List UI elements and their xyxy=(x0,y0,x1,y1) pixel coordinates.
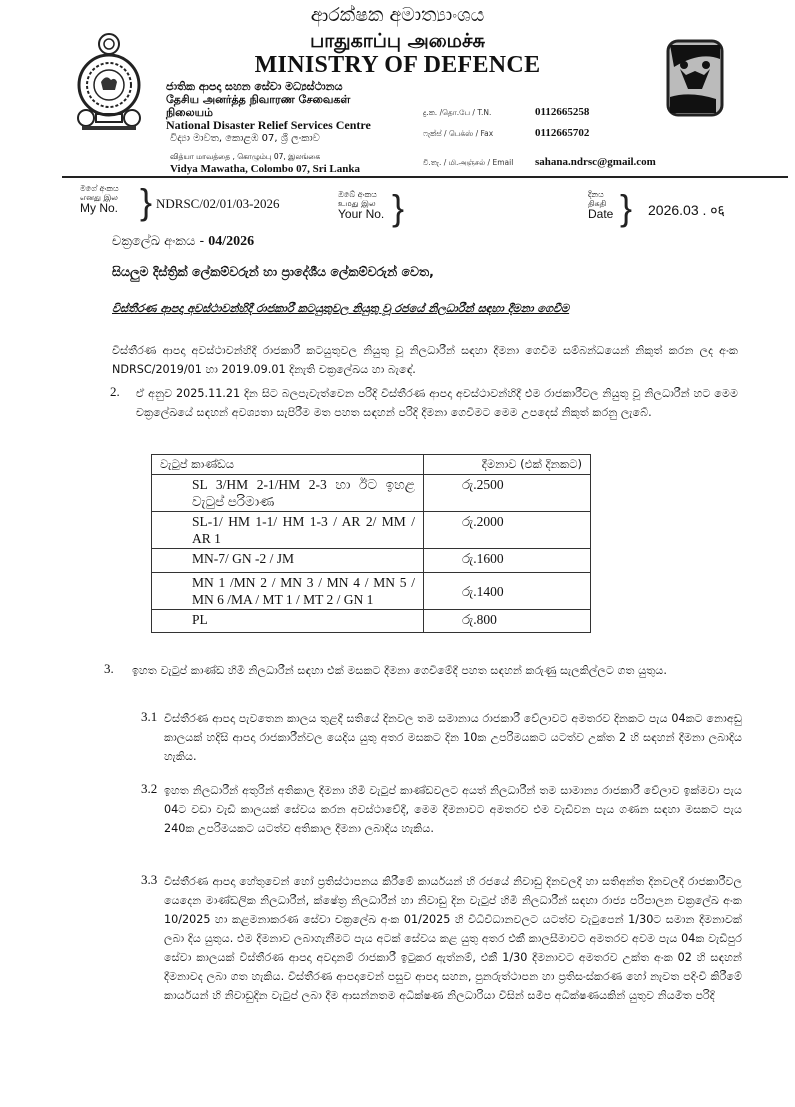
your-no-label-english: Your No. xyxy=(338,207,385,221)
organisation-block xyxy=(166,80,371,176)
paragraph-3-3: විස්තීරණ ආපදා හේතුවෙන් හෝ ප්‍රතිස්ථාපනය කිරීමේ කාර්යයන් හි රජයේ නිවාඩු දිනවලදී හා සතිඅන්ත දිනවලදී රාජකාරීවල යෙදෙන මාණ්ඩලික නිලධාරීන්, ක්ෂේත්‍ර නිලධාරීන් හා නිවාඩු දින වැටුප් හිමි නිලධාරීන් සඳහා රාජ්‍ය පරිපාලන චක්‍රලේඛ අංක 10/2025 හා කළමනාකරණ සේවා චක්‍රලේඛ අංක 01/2025 හි විධිවිධානවලට යටත්ව වැටුපෙන් 1/30ට සමාන දීමනාවක් ලබා දිය යුතුය. එම දීමනාව ලබාගැනීමට පැය අටක් සේවය කළ යුතු අතර එකී කාලසීමාවට අමතරව අවම පැය 04ක වැඩිපුර සේවා කාලයක් විස්තීරණ ආපදා අවදානම් රාජකාරී ඉටුකර ඇත්නම්, එකී 1/30 දීමනාවට අමතරව උක්ත අංක 02 හි සඳහන් දීමනාවද ලබා ගත හැකිය. විස්තීරණ ආපදාවෙන් පසුව ආපදා සහන, පුනරුත්ථාපන හා ප්‍රතිසංස්කරණ හෝ නැවත පදිංචි කිරීමේ කාර්යයන් හි නිවාඩුදින වැටුප් ලබා දීම ආසන්නතම අධීක්ෂණ නිලධාරියා විසින් සමීප අධීක්ෂණයකින් යුතුව නියමිත පරිදි xyxy=(164,875,742,1002)
paragraph-2: ඒ අනුව 2025.11.21 දින සිට බලපැවැත්වෙන පරිදි විස්තීරණ ආපදා අවස්ථාවන්හිදී එම රාජකාරීවල නියුතු වූ නිලධාරීන් හට මෙම චක්‍රලේඛයේ සඳහන් අවශ්‍යතා සැපිරීම මත පහත සඳහන් පරිදි දීමනා ගෙවීමට මෙම උපදෙස් නිකුත් කරනු ලැබේ. xyxy=(136,387,738,419)
phone-label: දු.ක. /தொ.பே / T.N. xyxy=(423,108,492,117)
date-label-tamil: திகதி xyxy=(588,199,607,208)
grade-cell: SL 3/HM 2-1/HM 2-3 හා ඊට ඉහළ වැටුප් පරිමාණ xyxy=(152,475,424,512)
my-no-value: NDRSC/02/01/03-2026 xyxy=(156,196,280,211)
your-no-label xyxy=(338,190,384,221)
paragraph-2-number: 2. xyxy=(110,384,120,399)
subject-line: විස්තීරණ ආපදා අවස්ථාවන්හිදී රාජකාරී කටයුතුවල නියුතු වූ රජයේ නිලධාරීන් සඳහා දීමනා ගෙවීම xyxy=(112,302,570,315)
centre-name-tamil-line1: தேசிய அனர்த்த நிவாரண சேவைகள் xyxy=(166,93,351,106)
date-label-sinhala: දිනය xyxy=(588,190,604,199)
grade-cell: PL xyxy=(152,610,424,633)
centre-name-tamil-line2: நிலையம் xyxy=(166,106,213,119)
table-row xyxy=(152,475,591,512)
my-no-brace: } xyxy=(140,181,153,222)
grade-cell: SL-1/ HM 1-1/ HM 1-3 / AR 2/ MM / AR 1 xyxy=(152,512,424,549)
header-allowance: දීමනාව (එක් දිනකට) xyxy=(424,455,591,475)
your-no-brace: } xyxy=(392,187,405,228)
header-salary-grade: වැටුප් කාණ්ඩය xyxy=(152,455,424,475)
rate-cell: රු.1400 xyxy=(424,573,591,610)
rate-cell: රු.2000 xyxy=(424,512,591,549)
rate-cell: රු.800 xyxy=(424,610,591,633)
ministry-name-sinhala: ආරක්ෂක අමාත්‍යාංශය xyxy=(310,4,485,26)
grade-cell: MN 1 /MN 2 / MN 3 / MN 4 / MN 5 / MN 6 /MA / MT 1 / MT 2 / GN 1 xyxy=(152,573,424,610)
fax-value: 0112665702 xyxy=(535,127,590,139)
centre-name-english: National Disaster Relief Services Centre xyxy=(166,118,371,132)
addressee: සියලුම දිස්ත්‍රික් ලේකම්වරුන් හා ප්‍රාදේශීය ලේකම්වරුන් වෙත, xyxy=(112,264,434,279)
contact-phone xyxy=(423,102,589,120)
paragraph-3: ඉහත වැටුප් කාණ්ඩ හිමි නිලධාරීන් සඳහා එක් මසකට දීමනා ගෙවීමේදී පහත සඳහන් කරුණු සැලකිල්ලට ගත යුතුය. xyxy=(132,664,667,677)
paragraph-3-1: විස්තීරණ ආපදා පැවතෙන කාලය තුළදී සතියේ දිනවල තම සමානාය රාජකාරී වේලාවට අමතරව දිනකට පැය 04කට නොඅඩු කාලයක් හදිසි ආපදා රාජකාරීන්වල යෙදිය යුතු අතර මසකට දින 10ක උපරිමයකට යටත්ව උක්ත 2 හි සඳහන් දීමනා ලබාදිය හැකිය. xyxy=(164,712,742,763)
my-no-label-english: My No. xyxy=(80,201,119,215)
rate-cell: රු.2500 xyxy=(424,475,591,512)
allowance-rates-table xyxy=(151,454,591,633)
circular-number-value: 04/2026 xyxy=(208,234,255,249)
your-no-label-sinhala: ඔබේ අංකය xyxy=(338,190,377,199)
circular-number xyxy=(112,234,254,250)
centre-name-sinhala: ජාතික ආපදා සහන සේවා මධ්‍යස්ථානය xyxy=(166,80,343,93)
paragraph-3-3-number: 3.3 xyxy=(141,872,158,887)
table-row xyxy=(152,512,591,549)
email-label: වි.තැ. / மி.அஞ்சல் / Email xyxy=(423,158,514,167)
intro-paragraph: විස්තීරණ ආපදා අවස්ථාවන්හිදී රාජකාරී කටයුතුවල නියුතු වූ නිලධාරීන් සඳහා දීමනා ගෙවීම සම්බන්ධයෙන් නිකුත් කරන ලද අංක NDRSC/2019/01 හා 2019.09.01 දිනැති චක්‍රලේඛය හා බැඳේ. xyxy=(112,344,738,376)
header-divider xyxy=(62,176,788,178)
date-label-english: Date xyxy=(588,207,614,221)
address-english: Vidya Mawatha, Colombo 07, Sri Lanka xyxy=(170,163,360,175)
address-tamil: வித்யா மாவத்தை , கொழும்பு 07, இலங்கை xyxy=(170,152,321,161)
paragraph-3-2-number: 3.2 xyxy=(141,781,158,796)
paragraph-3-1-number: 3.1 xyxy=(141,709,158,724)
contact-email xyxy=(423,152,656,170)
paragraph-3-number: 3. xyxy=(104,661,114,676)
fax-label: ෆැක්ස් / பெக்ஸ் / Fax xyxy=(423,129,494,138)
date-label xyxy=(588,190,613,221)
table-header-row xyxy=(152,455,591,475)
rate-cell: රු.1600 xyxy=(424,549,591,573)
address-sinhala: විද්‍යා මාවත, කොළඹ 07, ශ්‍රී ලංකාව xyxy=(170,133,320,144)
my-no-label-sinhala: මගේ අංකය xyxy=(80,184,119,193)
table-row xyxy=(152,573,591,610)
date-brace: } xyxy=(620,187,633,228)
my-no-label-tamil: எனது இல xyxy=(80,193,118,202)
contact-fax xyxy=(423,123,589,141)
ministry-name-tamil: பாதுகாப்பு அமைச்சு xyxy=(310,30,485,52)
date-value: 2026.03 . ०६ xyxy=(648,202,725,218)
your-no-label-tamil: உமது இல xyxy=(338,199,376,208)
table-row xyxy=(152,549,591,573)
ministry-name-english: MINISTRY OF DEFENCE xyxy=(254,52,541,78)
grade-cell: MN-7/ GN -2 / JM xyxy=(152,549,424,573)
circular-number-label: චක්‍රලේඛ අංකය - xyxy=(112,234,209,249)
paragraph-3-2: ඉහත නිලධාරීන් අතුරින් අතිකාල දීමනා හිමි වැටුප් කාණ්ඩවලට අයත් නිලධාරීන් තම සාමාන්‍ය රාජකාරී වේලාව ඉක්මවා පැය 04ට වඩා වැඩි කාලයක් සේවය කරන අවස්ථාවේදී, මෙම දීමනාවට අමතරව එම වැඩිවන පැය ගණන සඳහා මසකට පැය 240ක උපරිමයකට යටත්ව අතිකාල දීමනා ලබාදිය හැකිය. xyxy=(164,784,742,835)
table-row xyxy=(152,610,591,633)
email-value[interactable]: sahana.ndrsc@gmail.com xyxy=(535,156,656,168)
phone-value: 0112665258 xyxy=(535,106,590,118)
my-no-label xyxy=(80,184,119,215)
